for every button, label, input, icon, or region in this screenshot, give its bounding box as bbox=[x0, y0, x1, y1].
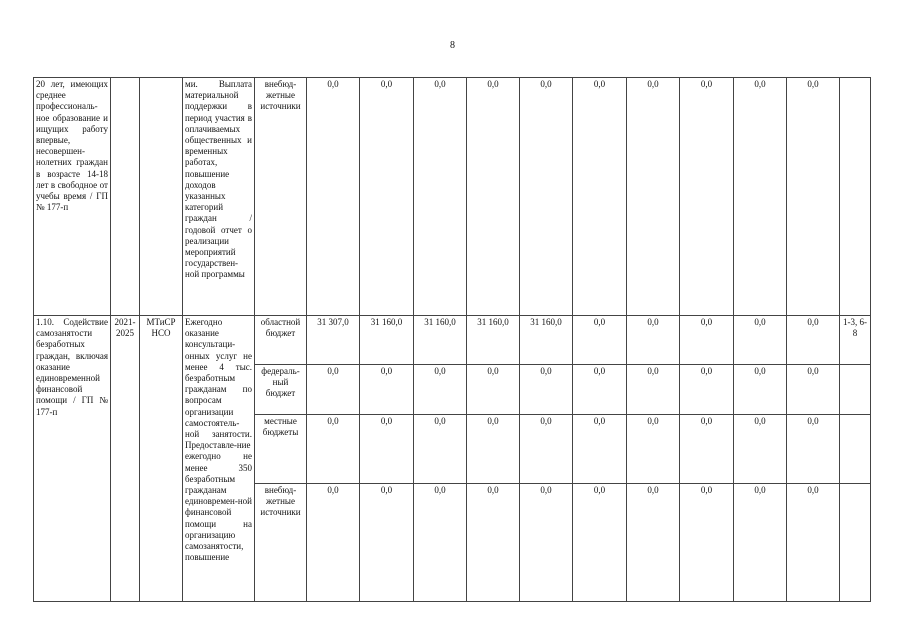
value-cell: 0,0 bbox=[787, 78, 840, 316]
value-cell: 0,0 bbox=[520, 484, 573, 602]
value-cell: 0,0 bbox=[787, 415, 840, 484]
funding-source-cell: внебюд-жетные источники bbox=[255, 78, 307, 316]
value-cell: 0,0 bbox=[467, 415, 520, 484]
value-cell: 0,0 bbox=[734, 484, 787, 602]
value-cell: 0,0 bbox=[734, 365, 787, 415]
value-cell: 0,0 bbox=[787, 316, 840, 365]
indicators-cell: 1-3, 6-8 bbox=[840, 316, 871, 365]
value-cell: 0,0 bbox=[627, 415, 680, 484]
empty-cell bbox=[840, 415, 871, 484]
value-cell: 0,0 bbox=[680, 78, 734, 316]
empty-cell bbox=[840, 484, 871, 602]
value-cell: 0,0 bbox=[414, 484, 467, 602]
term-cell: 2021-2025 bbox=[111, 316, 140, 602]
value-cell: 31 307,0 bbox=[307, 316, 360, 365]
funding-source-cell: федераль-ный бюджет bbox=[255, 365, 307, 415]
measure-name-cell: 20 лет, имеющих среднее профессиональ-ное образование и ищущих работу впервые, несовершен-нолетних граждан в возрасте 14-18 лет в свободное от учебы время / ГП № 177-п bbox=[34, 78, 111, 316]
value-cell: 0,0 bbox=[520, 365, 573, 415]
value-cell: 0,0 bbox=[307, 78, 360, 316]
value-cell: 0,0 bbox=[467, 484, 520, 602]
table-row-continued bbox=[34, 78, 871, 316]
value-cell: 0,0 bbox=[627, 78, 680, 316]
value-cell: 0,0 bbox=[467, 78, 520, 316]
program-table bbox=[33, 77, 871, 602]
table-row bbox=[34, 316, 871, 365]
value-cell: 0,0 bbox=[573, 484, 627, 602]
value-cell: 0,0 bbox=[573, 365, 627, 415]
value-cell: 31 160,0 bbox=[467, 316, 520, 365]
value-cell: 0,0 bbox=[734, 78, 787, 316]
funding-source-cell: местные бюджеты bbox=[255, 415, 307, 484]
value-cell: 0,0 bbox=[680, 316, 734, 365]
value-cell: 31 160,0 bbox=[520, 316, 573, 365]
expected-result-cell: Ежегодно оказание консультаци-онных услуг не менее 4 тыс. безработным гражданам по вопросам организации самостоятель-ной занятости. Предоставле-ние ежегодно не менее 350 безработным гражданам единовремен-ной финансовой помощи на организацию самозанятости, повышение bbox=[183, 316, 255, 602]
value-cell: 0,0 bbox=[680, 484, 734, 602]
value-cell: 0,0 bbox=[360, 365, 414, 415]
value-cell: 0,0 bbox=[360, 415, 414, 484]
funding-source-cell: областной бюджет bbox=[255, 316, 307, 365]
value-cell: 0,0 bbox=[307, 484, 360, 602]
value-cell: 0,0 bbox=[627, 365, 680, 415]
value-cell: 0,0 bbox=[307, 365, 360, 415]
measure-name-cell: 1.10. Содействие самозанятости безработных граждан, включая оказание единовременной финансовой помощи / ГП № 177-п bbox=[34, 316, 111, 602]
funding-source-cell: внебюд-жетные источники bbox=[255, 484, 307, 602]
value-cell: 0,0 bbox=[627, 484, 680, 602]
empty-cell bbox=[840, 365, 871, 415]
value-cell: 0,0 bbox=[787, 484, 840, 602]
value-cell: 0,0 bbox=[627, 316, 680, 365]
value-cell: 0,0 bbox=[360, 78, 414, 316]
value-cell: 0,0 bbox=[467, 365, 520, 415]
value-cell: 0,0 bbox=[520, 78, 573, 316]
value-cell: 0,0 bbox=[520, 415, 573, 484]
value-cell: 0,0 bbox=[573, 415, 627, 484]
value-cell: 0,0 bbox=[680, 365, 734, 415]
value-cell: 0,0 bbox=[573, 78, 627, 316]
expected-result-cell: ми. Выплата материальной поддержки в период участия в оплачиваемых общественных и временных работах, повышение доходов указанных категорий граждан / годовой отчет о реализации мероприятий государствен-ной программы bbox=[183, 78, 255, 316]
executor-cell bbox=[140, 78, 183, 316]
value-cell: 0,0 bbox=[414, 415, 467, 484]
value-cell: 0,0 bbox=[680, 415, 734, 484]
page-number: 8 bbox=[450, 40, 455, 51]
value-cell: 0,0 bbox=[307, 415, 360, 484]
value-cell: 31 160,0 bbox=[414, 316, 467, 365]
value-cell: 0,0 bbox=[734, 316, 787, 365]
value-cell: 0,0 bbox=[734, 415, 787, 484]
term-cell bbox=[111, 78, 140, 316]
executor-cell: МТиСР НСО bbox=[140, 316, 183, 602]
value-cell: 0,0 bbox=[787, 365, 840, 415]
indicators-cell bbox=[840, 78, 871, 316]
value-cell: 0,0 bbox=[414, 78, 467, 316]
value-cell: 0,0 bbox=[573, 316, 627, 365]
value-cell: 0,0 bbox=[414, 365, 467, 415]
value-cell: 0,0 bbox=[360, 484, 414, 602]
value-cell: 31 160,0 bbox=[360, 316, 414, 365]
